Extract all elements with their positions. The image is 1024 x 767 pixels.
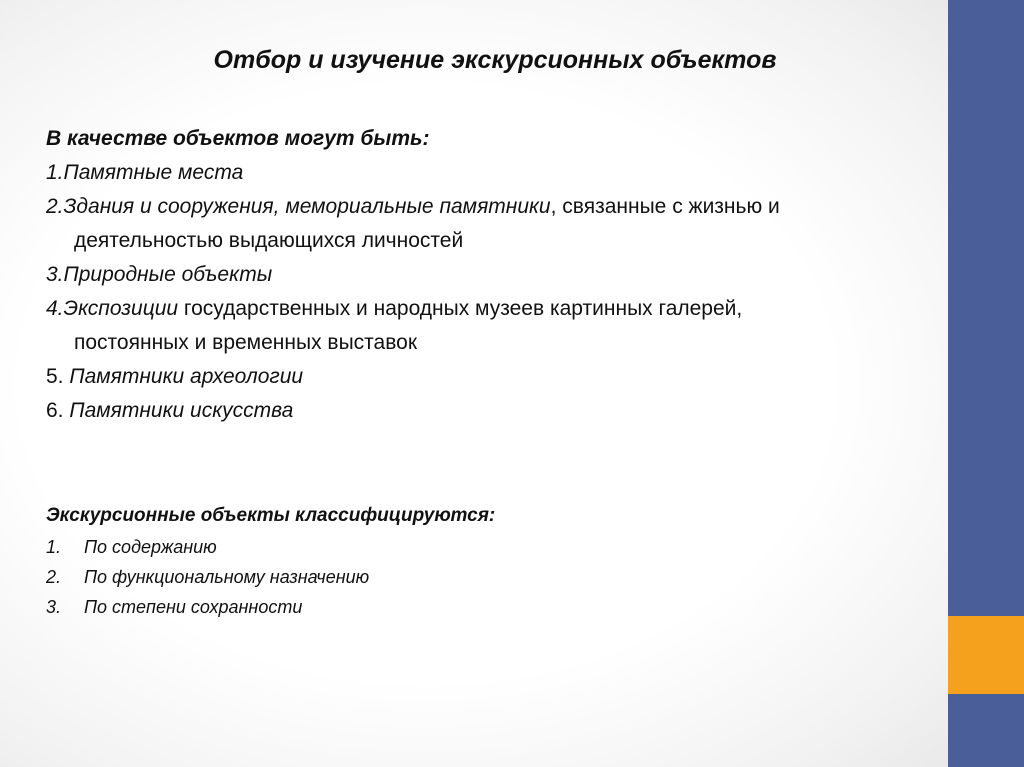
list-item-2 xyxy=(46,190,966,258)
classification-item-number: 2. xyxy=(46,567,62,587)
classification-item-text: По функциональному назначению xyxy=(84,567,370,587)
list-item-5-number: 5. xyxy=(46,365,70,388)
classification-section xyxy=(46,500,946,622)
list-item-4 xyxy=(46,292,966,360)
classification-item-text: По содержанию xyxy=(84,537,217,557)
list-item-6-text: Памятники искусства xyxy=(69,399,294,422)
list-item-4-italic: 4.Экспозиции xyxy=(46,297,179,320)
classification-item-text: По степени сохранности xyxy=(84,597,303,617)
list-item-4-rest: государственных и народных музеев картинных галерей, xyxy=(178,297,743,320)
objects-heading: В качестве объектов могут быть: xyxy=(46,127,430,150)
list-item-2-italic: 2.Здания и сооружения, мемориальные памятники xyxy=(46,195,551,218)
list-item-3: 3.Природные объекты xyxy=(46,263,273,286)
list-item-6 xyxy=(46,394,966,428)
classification-item xyxy=(46,532,946,562)
objects-section xyxy=(46,122,966,428)
list-item-5-text: Памятники археологии xyxy=(69,365,304,388)
list-item-6-number: 6. xyxy=(46,399,70,422)
list-item-2-continuation: деятельностью выдающихся личностей xyxy=(74,229,464,252)
accent-bar-orange xyxy=(948,616,1024,694)
classification-item-number: 1. xyxy=(46,537,62,557)
list-item-5 xyxy=(46,360,966,394)
classification-item xyxy=(46,592,946,622)
classification-item-number: 3. xyxy=(46,597,62,617)
list-item-1: 1.Памятные места xyxy=(46,161,244,184)
list-item-2-rest: , связанные с жизнью и xyxy=(550,195,780,218)
slide-title: Отбор и изучение экскурсионных объектов xyxy=(213,46,777,74)
classification-heading: Экскурсионные объекты классифицируются: xyxy=(46,505,496,526)
list-item-4-continuation: постоянных и временных выставок xyxy=(74,331,418,354)
classification-item xyxy=(46,562,946,592)
